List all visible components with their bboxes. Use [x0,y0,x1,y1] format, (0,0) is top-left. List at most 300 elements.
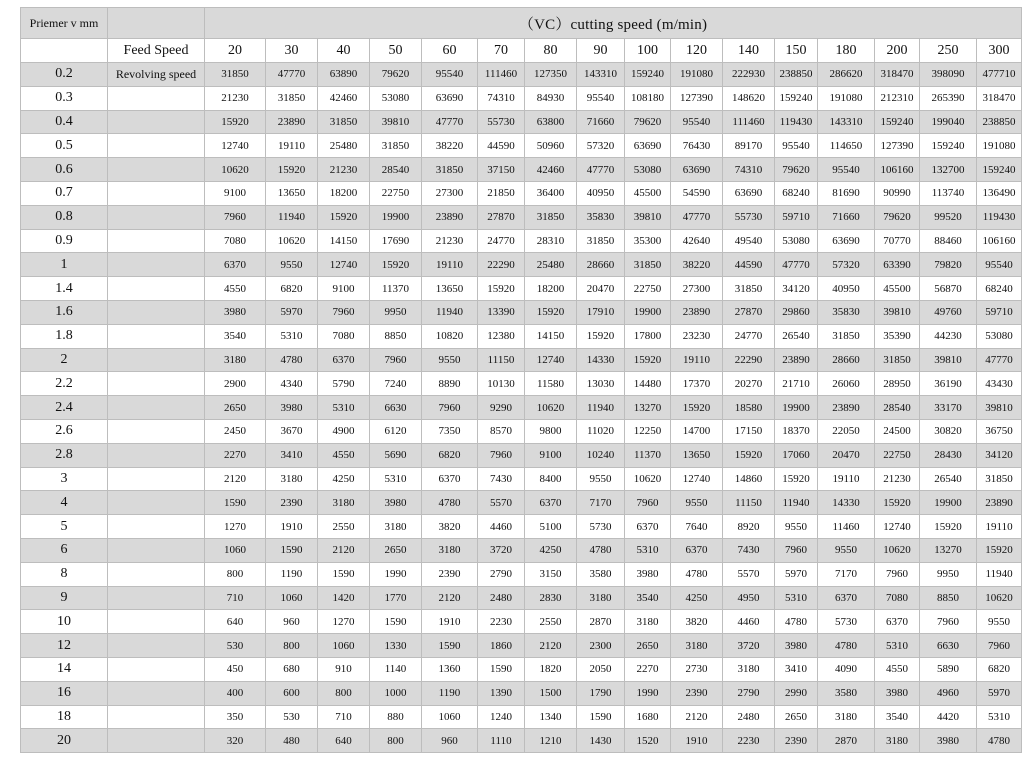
table-row [21,467,1022,491]
rpm-value-cell: 53080 [625,158,671,182]
rpm-value-cell: 15920 [266,158,318,182]
rpm-value-cell: 6820 [422,443,478,467]
rpm-value-cell: 5790 [318,372,370,396]
rpm-value-cell: 76430 [671,134,723,158]
speed-column-header: 120 [671,39,723,63]
rpm-value-cell: 3180 [422,538,478,562]
rpm-value-cell: 1590 [422,634,478,658]
speed-column-header: 140 [723,39,775,63]
rpm-value-cell: 23890 [775,348,818,372]
rpm-value-cell: 3980 [625,562,671,586]
rpm-value-cell: 47770 [671,205,723,229]
rpm-value-cell: 9550 [977,610,1022,634]
rpm-value-cell: 49760 [920,300,977,324]
rpm-value-cell: 1190 [422,681,478,705]
rpm-value-cell: 19900 [775,396,818,420]
rpm-value-cell: 2650 [775,705,818,729]
rpm-value-cell: 35830 [818,300,875,324]
feed-speed-cell [108,300,205,324]
rpm-value-cell: 35300 [625,229,671,253]
feed-speed-cell [108,229,205,253]
rpm-value-cell: 5310 [318,396,370,420]
rpm-value-cell: 12740 [671,467,723,491]
rpm-value-cell: 39810 [875,300,920,324]
rpm-value-cell: 6370 [875,610,920,634]
rpm-value-cell: 1990 [370,562,422,586]
rpm-value-cell: 910 [318,657,370,681]
rpm-value-cell: 1590 [205,491,266,515]
rpm-value-cell: 31850 [875,348,920,372]
table-row [21,300,1022,324]
rpm-value-cell: 1060 [205,538,266,562]
speed-column-header: 20 [205,39,266,63]
rpm-value-cell: 15920 [977,538,1022,562]
rpm-value-cell: 6820 [266,277,318,301]
rpm-value-cell: 400 [205,681,266,705]
table-row [21,86,1022,110]
table-row [21,63,1022,87]
rpm-value-cell: 3980 [875,681,920,705]
speed-column-header: 180 [818,39,875,63]
rpm-value-cell: 95540 [577,86,625,110]
feed-speed-cell [108,324,205,348]
rpm-value-cell: 113740 [920,181,977,205]
rpm-value-cell: 2120 [318,538,370,562]
rpm-value-cell: 44230 [920,324,977,348]
rpm-value-cell: 10620 [266,229,318,253]
rpm-value-cell: 4250 [671,586,723,610]
rpm-value-cell: 1390 [478,681,525,705]
table-row [21,634,1022,658]
feed-speed-cell [108,491,205,515]
rpm-value-cell: 127350 [525,63,577,87]
rpm-value-cell: 2390 [671,681,723,705]
rpm-value-cell: 1990 [625,681,671,705]
rpm-value-cell: 34120 [775,277,818,301]
rpm-value-cell: 4950 [723,586,775,610]
table-row [21,205,1022,229]
rpm-value-cell: 2650 [625,634,671,658]
table-row [21,491,1022,515]
rpm-value-cell: 25480 [525,253,577,277]
rpm-value-cell: 21230 [205,86,266,110]
rpm-value-cell: 4900 [318,419,370,443]
rpm-value-cell: 8920 [723,515,775,539]
rpm-value-cell: 1140 [370,657,422,681]
diameter-cell: 1.6 [21,300,108,324]
rpm-value-cell: 9550 [266,253,318,277]
rpm-value-cell: 71660 [577,110,625,134]
rpm-value-cell: 36750 [977,419,1022,443]
cutting-speed-header: （VC）cutting speed (m/min) [205,8,1022,39]
rpm-value-cell: 800 [266,634,318,658]
corner-cell [108,8,205,39]
table-row [21,657,1022,681]
rpm-value-cell: 74310 [723,158,775,182]
rpm-value-cell: 480 [266,729,318,753]
rpm-value-cell: 2830 [525,586,577,610]
rpm-value-cell: 63690 [818,229,875,253]
rpm-value-cell: 22750 [625,277,671,301]
rpm-value-cell: 5730 [577,515,625,539]
rpm-value-cell: 318470 [875,63,920,87]
rpm-value-cell: 159240 [920,134,977,158]
rpm-value-cell: 10620 [205,158,266,182]
rpm-value-cell: 13650 [422,277,478,301]
rpm-value-cell: 4780 [422,491,478,515]
rpm-value-cell: 2050 [577,657,625,681]
rpm-value-cell: 19110 [977,515,1022,539]
diameter-cell: 3 [21,467,108,491]
rpm-value-cell: 7960 [370,348,422,372]
rpm-value-cell: 1860 [478,634,525,658]
speed-column-header: 200 [875,39,920,63]
rpm-value-cell: 2230 [723,729,775,753]
rpm-value-cell: 8850 [370,324,422,348]
rpm-value-cell: 114650 [818,134,875,158]
diameter-cell: 2.4 [21,396,108,420]
rpm-value-cell: 1680 [625,705,671,729]
rpm-value-cell: 14700 [671,419,723,443]
rpm-value-cell: 56870 [920,277,977,301]
feed-speed-cell [108,205,205,229]
rpm-value-cell: 3980 [775,634,818,658]
rpm-value-cell: 191080 [671,63,723,87]
rpm-value-cell: 1430 [577,729,625,753]
diameter-header-blank [21,39,108,63]
rpm-value-cell: 136490 [977,181,1022,205]
table-row [21,134,1022,158]
rpm-value-cell: 5310 [370,467,422,491]
feed-speed-cell [108,419,205,443]
rpm-value-cell: 10620 [525,396,577,420]
rpm-value-cell: 31850 [577,229,625,253]
rpm-value-cell: 960 [266,610,318,634]
rpm-value-cell: 1060 [266,586,318,610]
diameter-cell: 1.8 [21,324,108,348]
rpm-value-cell: 4780 [577,538,625,562]
rpm-value-cell: 11580 [525,372,577,396]
diameter-cell: 0.7 [21,181,108,205]
rpm-value-cell: 45500 [875,277,920,301]
rpm-value-cell: 10620 [977,586,1022,610]
rpm-value-cell: 47770 [977,348,1022,372]
rpm-value-cell: 79620 [775,158,818,182]
rpm-value-cell: 39810 [977,396,1022,420]
rpm-value-cell: 14150 [318,229,370,253]
rpm-value-cell: 9550 [577,467,625,491]
rpm-value-cell: 79620 [370,63,422,87]
rpm-value-cell: 191080 [977,134,1022,158]
rpm-value-cell: 11940 [266,205,318,229]
rpm-value-cell: 15920 [625,348,671,372]
rpm-value-cell: 36400 [525,181,577,205]
diameter-cell: 8 [21,562,108,586]
rpm-value-cell: 2550 [525,610,577,634]
rpm-value-cell: 23890 [818,396,875,420]
rpm-value-cell: 238850 [977,110,1022,134]
rpm-value-cell: 44590 [723,253,775,277]
rpm-value-cell: 47770 [775,253,818,277]
rpm-value-cell: 19110 [266,134,318,158]
rpm-value-cell: 63690 [422,86,478,110]
feed-speed-cell [108,657,205,681]
rpm-value-cell: 1330 [370,634,422,658]
rpm-value-cell: 47770 [422,110,478,134]
rpm-value-cell: 3980 [370,491,422,515]
speed-column-header: 250 [920,39,977,63]
rpm-value-cell: 1590 [318,562,370,586]
rpm-value-cell: 15920 [478,277,525,301]
rpm-value-cell: 63690 [671,158,723,182]
rpm-value-cell: 18370 [775,419,818,443]
feed-speed-cell [108,86,205,110]
rpm-value-cell: 2870 [818,729,875,753]
rpm-value-cell: 28430 [920,443,977,467]
rpm-value-cell: 159240 [875,110,920,134]
rpm-value-cell: 800 [205,562,266,586]
rpm-value-cell: 22290 [723,348,775,372]
diameter-cell: 1.4 [21,277,108,301]
rpm-value-cell: 800 [370,729,422,753]
rpm-value-cell: 3820 [422,515,478,539]
rpm-value-cell: 9100 [525,443,577,467]
rpm-value-cell: 111460 [723,110,775,134]
rpm-value-cell: 15920 [525,300,577,324]
table-row [21,729,1022,753]
diameter-cell: 14 [21,657,108,681]
rpm-value-cell: 2120 [205,467,266,491]
table-row [21,443,1022,467]
speed-column-header: 60 [422,39,478,63]
rpm-value-cell: 286620 [818,63,875,87]
rpm-value-cell: 5970 [266,300,318,324]
rpm-value-cell: 1190 [266,562,318,586]
rpm-value-cell: 12250 [625,419,671,443]
rpm-value-cell: 238850 [775,63,818,87]
rpm-value-cell: 3150 [525,562,577,586]
rpm-value-cell: 30820 [920,419,977,443]
rpm-value-cell: 5570 [723,562,775,586]
rpm-value-cell: 3980 [266,396,318,420]
rpm-value-cell: 9950 [370,300,422,324]
diameter-cell: 2.6 [21,419,108,443]
rpm-value-cell: 19110 [818,467,875,491]
rpm-value-cell: 2120 [525,634,577,658]
rpm-value-cell: 222930 [723,63,775,87]
diameter-cell: 2.2 [21,372,108,396]
rpm-value-cell: 19900 [370,205,422,229]
table-row [21,538,1022,562]
rpm-value-cell: 14860 [723,467,775,491]
rpm-value-cell: 11460 [818,515,875,539]
rpm-value-cell: 2270 [205,443,266,467]
rpm-value-cell: 1590 [478,657,525,681]
rpm-value-cell: 1240 [478,705,525,729]
table-row [21,705,1022,729]
rpm-value-cell: 26540 [775,324,818,348]
rpm-value-cell: 127390 [875,134,920,158]
rpm-value-cell: 71660 [818,205,875,229]
rpm-value-cell: 79820 [920,253,977,277]
rpm-value-cell: 5310 [775,586,818,610]
rpm-value-cell: 63890 [318,63,370,87]
rpm-value-cell: 33170 [920,396,977,420]
rpm-value-cell: 28540 [370,158,422,182]
rpm-value-cell: 22290 [478,253,525,277]
rpm-value-cell: 5730 [818,610,875,634]
rpm-value-cell: 1910 [266,515,318,539]
rpm-value-cell: 90990 [875,181,920,205]
rpm-value-cell: 11150 [478,348,525,372]
rpm-value-cell: 7080 [205,229,266,253]
rpm-value-cell: 15920 [875,491,920,515]
rpm-value-cell: 9290 [478,396,525,420]
rpm-value-cell: 6120 [370,419,422,443]
rpm-value-cell: 3720 [478,538,525,562]
rpm-value-cell: 23890 [422,205,478,229]
rpm-value-cell: 13030 [577,372,625,396]
rpm-value-cell: 11150 [723,491,775,515]
rpm-value-cell: 59710 [977,300,1022,324]
rpm-value-cell: 12740 [875,515,920,539]
rpm-value-cell: 24770 [478,229,525,253]
rpm-value-cell: 22750 [875,443,920,467]
feed-speed-cell [108,705,205,729]
cutting-speed-table [20,7,1022,753]
rpm-value-cell: 14330 [577,348,625,372]
rpm-value-cell: 63800 [525,110,577,134]
feed-speed-cell [108,253,205,277]
diameter-cell: 5 [21,515,108,539]
rpm-value-cell: 4420 [920,705,977,729]
table-row [21,110,1022,134]
rpm-value-cell: 7960 [625,491,671,515]
rpm-value-cell: 13650 [671,443,723,467]
rpm-value-cell: 43430 [977,372,1022,396]
rpm-value-cell: 12380 [478,324,525,348]
rpm-value-cell: 14480 [625,372,671,396]
rpm-value-cell: 19900 [920,491,977,515]
table-row [21,277,1022,301]
rpm-value-cell: 27300 [671,277,723,301]
rpm-value-cell: 2390 [775,729,818,753]
rpm-value-cell: 9100 [318,277,370,301]
rpm-value-cell: 10130 [478,372,525,396]
rpm-value-cell: 28310 [525,229,577,253]
rpm-value-cell: 55730 [478,110,525,134]
rpm-value-cell: 95540 [818,158,875,182]
rpm-value-cell: 9800 [525,419,577,443]
rpm-value-cell: 1820 [525,657,577,681]
rpm-value-cell: 3720 [723,634,775,658]
rpm-value-cell: 79620 [875,205,920,229]
rpm-value-cell: 3180 [625,610,671,634]
feed-speed-cell [108,515,205,539]
feed-speed-cell [108,538,205,562]
rpm-value-cell: 960 [422,729,478,753]
rpm-value-cell: 2730 [671,657,723,681]
rpm-value-cell: 21230 [875,467,920,491]
feed-speed-cell [108,586,205,610]
rpm-value-cell: 5890 [920,657,977,681]
rpm-value-cell: 28540 [875,396,920,420]
rpm-value-cell: 119430 [977,205,1022,229]
diameter-cell: 9 [21,586,108,610]
rpm-value-cell: 1910 [671,729,723,753]
rpm-value-cell: 35390 [875,324,920,348]
rpm-value-cell: 22750 [370,181,422,205]
rpm-value-cell: 3180 [318,491,370,515]
rpm-value-cell: 19110 [671,348,723,372]
rpm-value-cell: 31850 [422,158,478,182]
rpm-value-cell: 12740 [525,348,577,372]
rpm-value-cell: 6370 [525,491,577,515]
rpm-value-cell: 15920 [775,467,818,491]
rpm-value-cell: 800 [318,681,370,705]
rpm-value-cell: 2650 [205,396,266,420]
rpm-value-cell: 600 [266,681,318,705]
rpm-value-cell: 11940 [422,300,478,324]
diameter-cell: 2 [21,348,108,372]
rpm-value-cell: 28660 [577,253,625,277]
diameter-cell: 16 [21,681,108,705]
rpm-value-cell: 53080 [370,86,422,110]
rpm-value-cell: 1210 [525,729,577,753]
rpm-value-cell: 1520 [625,729,671,753]
feed-speed-cell [108,681,205,705]
rpm-value-cell: 3670 [266,419,318,443]
rpm-value-cell: 640 [318,729,370,753]
rpm-value-cell: 57320 [818,253,875,277]
rpm-value-cell: 4780 [266,348,318,372]
rpm-value-cell: 3180 [818,705,875,729]
rpm-value-cell: 4960 [920,681,977,705]
rpm-value-cell: 3980 [205,300,266,324]
rpm-value-cell: 9550 [775,515,818,539]
rpm-value-cell: 28660 [818,348,875,372]
rpm-value-cell: 44590 [478,134,525,158]
rpm-value-cell: 4780 [977,729,1022,753]
rpm-value-cell: 10620 [875,538,920,562]
diameter-cell: 0.8 [21,205,108,229]
rpm-value-cell: 10240 [577,443,625,467]
rpm-value-cell: 1590 [370,610,422,634]
rpm-value-cell: 199040 [920,110,977,134]
rpm-value-cell: 7080 [318,324,370,348]
rpm-value-cell: 19900 [625,300,671,324]
rpm-value-cell: 9550 [671,491,723,515]
rpm-value-cell: 50960 [525,134,577,158]
rpm-value-cell: 7080 [875,586,920,610]
rpm-value-cell: 7960 [977,634,1022,658]
rpm-value-cell: 4780 [671,562,723,586]
rpm-value-cell: 68240 [775,181,818,205]
rpm-value-cell: 31850 [977,467,1022,491]
rpm-value-cell: 1360 [422,657,478,681]
rpm-value-cell: 111460 [478,63,525,87]
rpm-value-cell: 10620 [625,467,671,491]
rpm-value-cell: 710 [318,705,370,729]
feed-speed-cell [108,181,205,205]
rpm-value-cell: 3180 [577,586,625,610]
rpm-value-cell: 11940 [977,562,1022,586]
feed-speed-cell [108,372,205,396]
rpm-value-cell: 13270 [625,396,671,420]
rpm-value-cell: 9550 [818,538,875,562]
rpm-value-cell: 40950 [818,277,875,301]
rpm-value-cell: 20470 [818,443,875,467]
